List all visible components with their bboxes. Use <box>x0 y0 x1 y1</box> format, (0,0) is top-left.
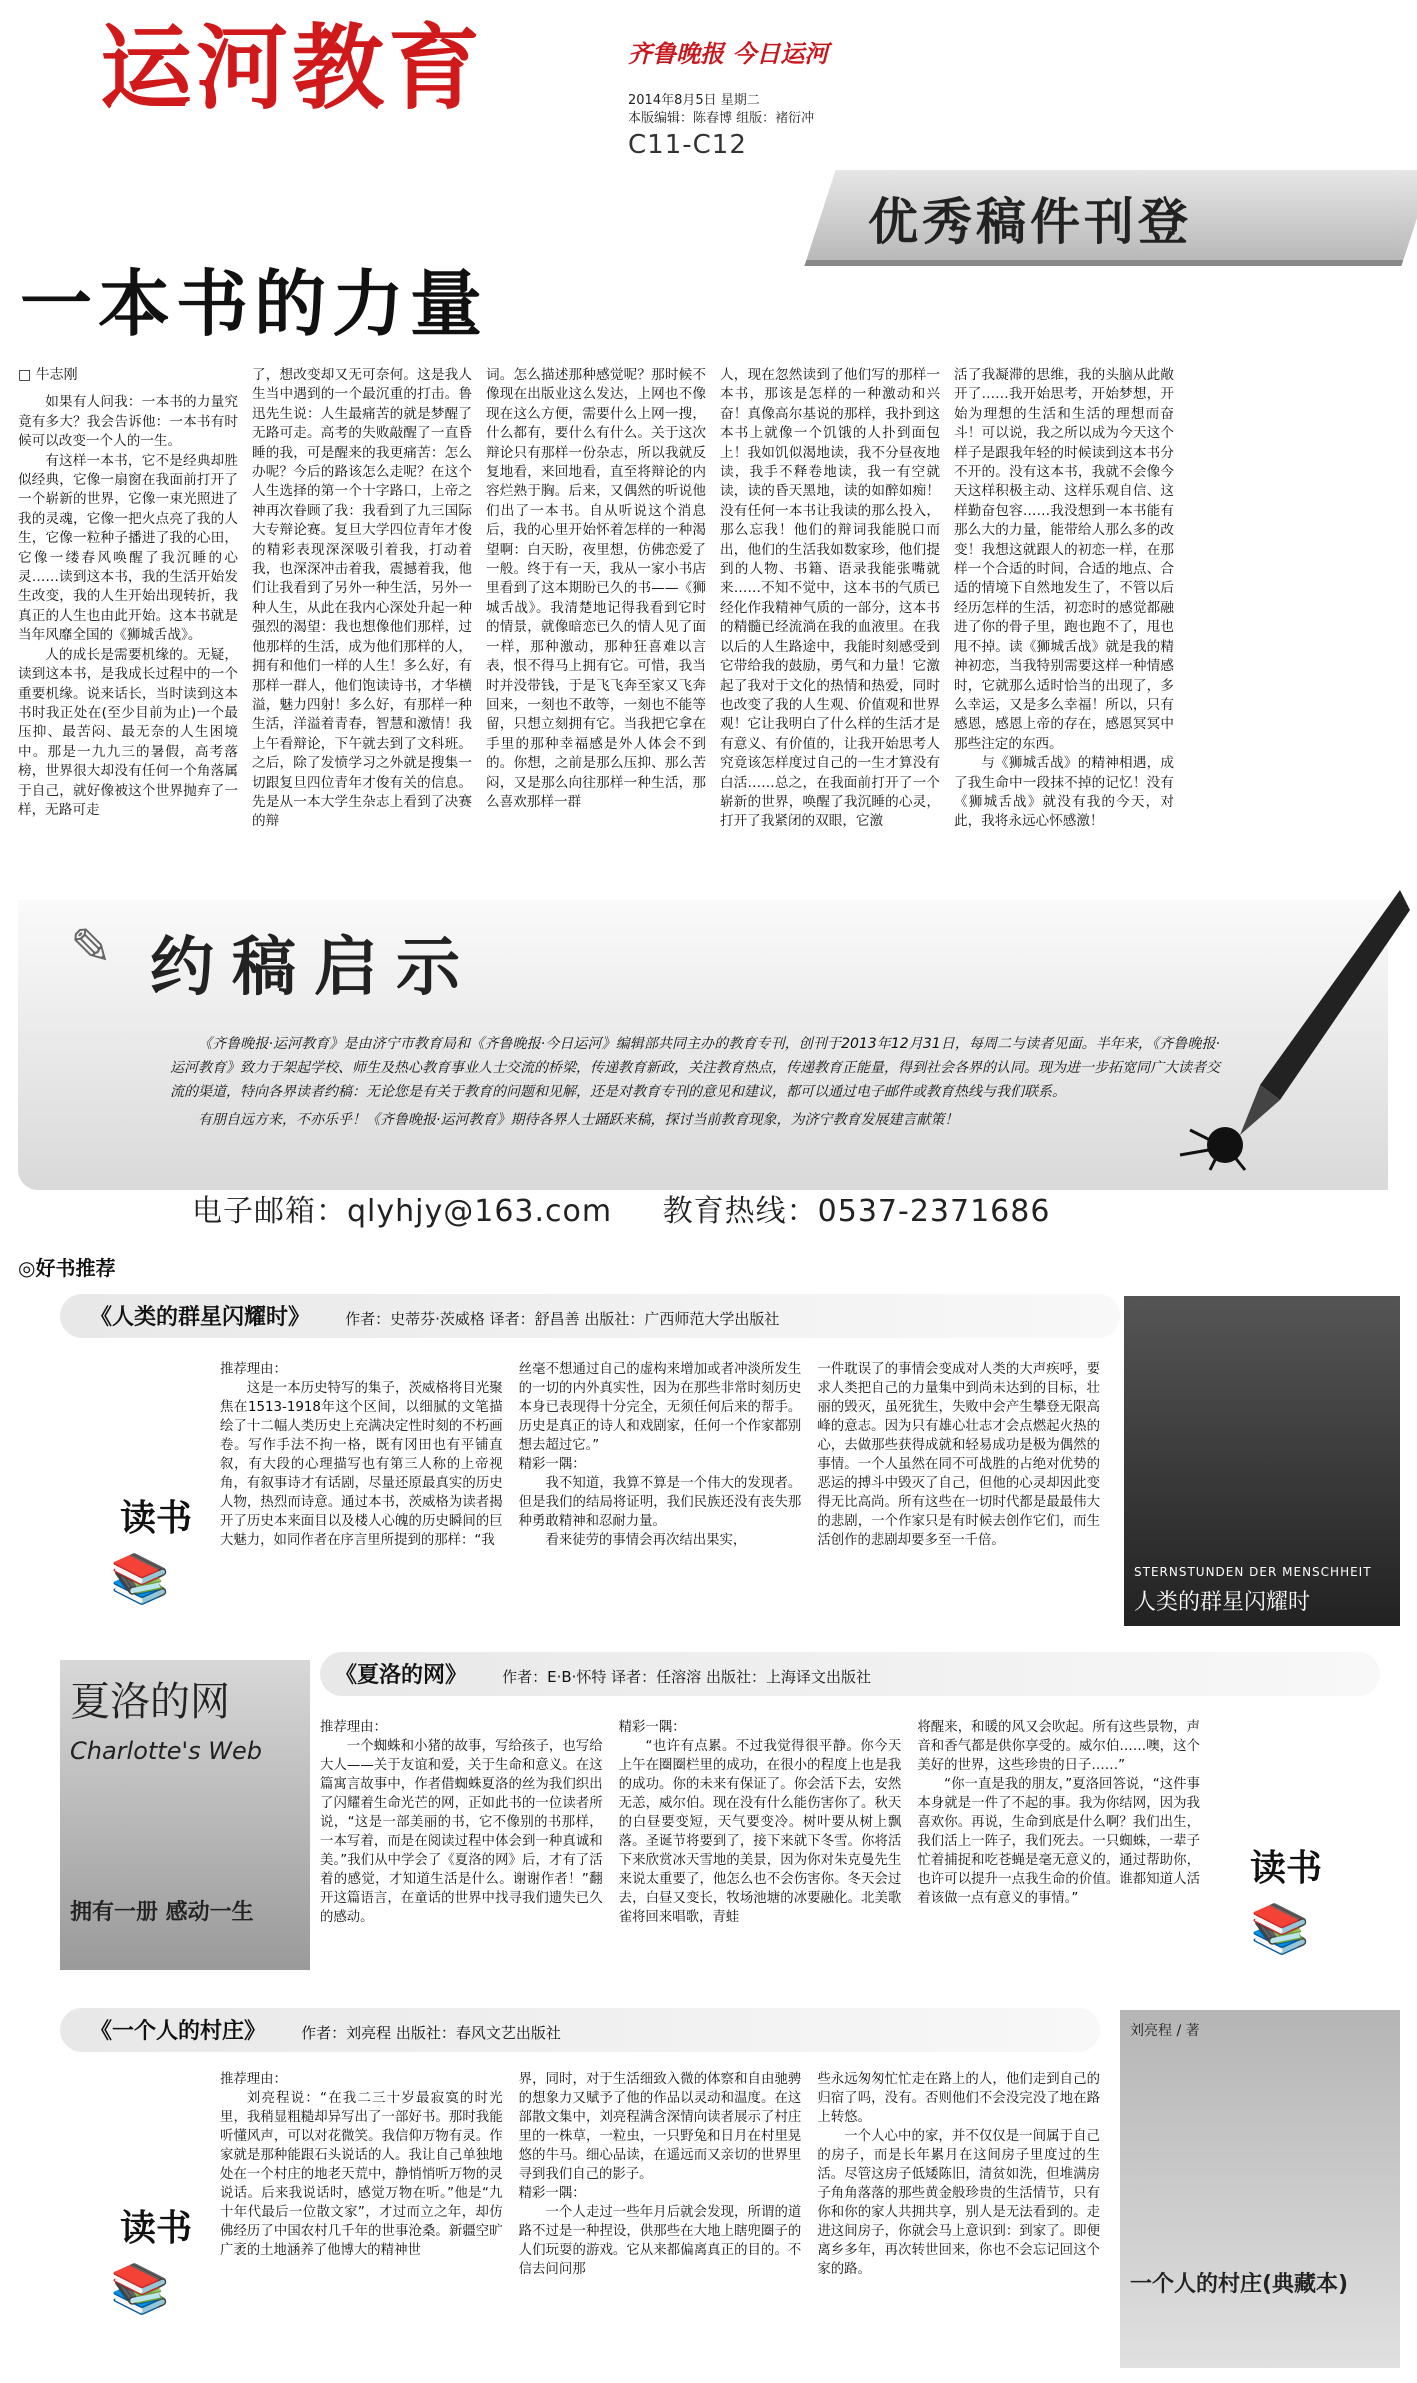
article-paragraph: 如果有人问我：一本书的力量究竟有多大？我会告诉他：一本书有时候可以改变一个人的一生。 <box>18 394 238 450</box>
book-paragraph: 些永远匆匆忙忙走在路上的人，他们走到自己的归宿了吗，没有。否则他们不会没完没了地在路上转悠。 <box>817 2072 1100 2125</box>
book-paragraph: “也许有点累。不过我觉得很平静。你今天上午在圈圈栏里的成功，在很小的程度上也是我的成功。你的未来有保证了。你会活下去，安然无恙，威尔伯。现在没有什么能伤害你了。秋天的白昼要变短，天气要变冷。树叶要从树上飘落。圣诞节将要到了，接下来就下冬雪。你将活下来欣赏冰天雪地的美景，因为你对朱克曼先生来说太重要了，他怎么也不会伤害你。冬天会过去，白昼又变长，牧场池塘的冰要融化。北美歌雀将回来唱歌，青蛙 <box>618 1739 902 1925</box>
article-column-1 <box>18 366 238 886</box>
article-column-4 <box>720 366 940 886</box>
book-paragraph: 看来徒劳的事情会再次结出果实， <box>545 1533 747 1548</box>
page-range: C11-C12 <box>628 130 747 160</box>
book-header-3 <box>90 2014 561 2045</box>
book-paragraph: 一件耽误了的事情会变成对人类的大声疾呼，要求人类把自己的力量集中到尚未达到的目标，壮丽的毁灭，虽死犹生，失败中会产生攀登无限高峰的意志。因为只有雄心壮志才会点燃起火热的心，去做那些获得成就和轻易成功是极为偶然的事情。一个人虽然在同不可战胜的占绝对优势的恶运的搏斗中毁灭了自己，但他的心灵却因此变得无比高尚。所有这些在一切时代都是最最伟大的悲剧，一个作家只是有时候去创作它们，而生活创作的悲剧却要多至一千倍。 <box>817 1362 1100 1548</box>
callout-paragraph: 有朋自远方来，不亦乐乎！《齐鲁晚报·运河教育》期待各界人士踊跃来稿，探讨当前教育现象，为济宁教育发展建言献策！ <box>198 1112 959 1128</box>
read-badge-3: 读书 <box>120 2207 193 2249</box>
quill-icon: ✎ <box>70 918 112 976</box>
book-column <box>817 1360 1100 1550</box>
read-badge-2: 读书 <box>1250 1847 1323 1889</box>
recommend-label: 推荐理由： <box>220 1362 287 1377</box>
book-column <box>519 2070 802 2279</box>
excerpt-label: 精彩一隅： <box>618 1720 686 1735</box>
cover-text: 一个人的村庄(典藏本) <box>1130 2272 1349 2297</box>
article-paragraph: 了，想改变却又无可奈何。这是我人生当中遇到的一个最沉重的打击。鲁迅先生说：人生最痛苦的就是梦醒了无路可走。高考的失败敲醒了一直昏睡的我，可是醒来的我更痛苦：怎么办呢？今后的路该怎么走呢？在这个人生选择的第一个十字路口，上帝之神再次眷顾了我：我看到了九三国际大专辩论赛。复旦大学四位青年才俊的精彩表现深深吸引着我，打动着我，也深深冲击着我，震撼着我，他们让我看到了另外一种生活，另外一种人生，从此在我内心深处升起一种强烈的渴望：我也想像他们那样，过他那样的生活，成为他们那样的人，拥有和他们一样的人生！多么好，有那样一群人，他们饱读诗书，才华横溢，魅力四射！多么好，有那样一种生活，洋溢着青春，智慧和激情！我上午看辩论，下午就去到了文科班。之后，除了发愤学习之外就是搜集一切跟复旦四位青年才俊有关的信息。先是从一本大学生杂志上看到了决赛的辩 <box>252 367 472 830</box>
issue-meta <box>628 92 814 128</box>
article-column-5 <box>954 366 1174 886</box>
book-title-1: 《人类的群星闪耀时》 <box>90 1305 311 1330</box>
cover-text: 刘亮程 / 著 <box>1130 2023 1200 2039</box>
article-column-2 <box>252 366 472 886</box>
book-body-1 <box>220 1360 1100 1550</box>
banner-title: 优秀稿件刊登 <box>868 193 1192 251</box>
book-paragraph: 一个人心中的家，并不仅仅是一间属于自己的房子，而是长年累月在这间房子里度过的生活。尽管这房子低矮陈旧，清贫如洗，但堆满房子角角落落的那些黄金般珍贵的生活情节，只有你和你的家人共拥共享，别人是无法看到的。走进这间房子，你就会马上意识到：到家了。即便离乡多年，再次转世回来，你也不会忘记回这个家的路。 <box>817 2129 1100 2277</box>
excerpt-label: 精彩一隅： <box>518 1457 586 1472</box>
article-column-3 <box>486 366 706 886</box>
book-column <box>619 1718 902 1927</box>
book-paragraph: 界，同时，对于生活细致入微的体察和自由驰骋的想象力又赋予了他的作品以灵动和温度。在这部散文集中，刘亮程满含深情向读者展示了村庄里的一株草，一粒虫，一只野兔和日月在村里晃悠的牛马。细心品读，在遥远而又亲切的世界里寻到我们自己的影子。 <box>518 2072 802 2182</box>
book-paragraph: 一个人走过一些年月后就会发现，所谓的道路不过是一种捏设，供那些在大地上瞎兜圈子的人们玩耍的游戏。它从来都偏离真正的目的。不信去问问那 <box>518 2205 802 2277</box>
book-cover-1 <box>1124 1296 1400 1626</box>
book-title-2: 《夏洛的网》 <box>335 1663 468 1688</box>
contact-info <box>192 1186 1050 1230</box>
book-cover-3 <box>1120 2010 1400 2368</box>
book-title-3: 《一个人的村庄》 <box>90 2019 267 2044</box>
callout-body <box>170 1032 1220 1132</box>
article-paragraph: 词。怎么描述那种感觉呢？那时候不像现在出版业这么发达，上网也不像现在这么方便，需要什么上网一搜，什么都有，要什么有什么。关于这次辩论只有那样一份杂志，所以我就反复地看，来回地看，直至将辩论的内容烂熟于胸。后来，又偶然的听说他们出了一本书。自从听说这个消息后，我的心里开始怀着怎样的一种渴望啊：白天盼，夜里想，仿佛恋爱了一般。终于有一天，我从一家小书店里看到了这本期盼已久的书——《狮城舌战》。我清楚地记得我看到它时的情景，就像暗恋已久的情人见了面一样，那种激动，那种狂喜难以言表，恨不得马上拥有它。可惜，我当时并没带钱，于是飞飞奔至家又飞奔回来，一刻也不敢等，一刻也不能等留，只想立刻拥有它。当我把它拿在手里的那种幸福感是外人体会不到的。你想，之前是那么压抑、那么苦闷，又是那么向往那样一种生活，那么喜欢那样一群 <box>486 367 706 810</box>
pen-illustration <box>1170 890 1410 1180</box>
book-column <box>220 2070 503 2279</box>
cover-text: 人类的群星闪耀时 <box>1134 1590 1311 1615</box>
book-stack-icon-3: 📚 <box>110 2261 170 2317</box>
book-column <box>519 1360 802 1550</box>
book-paragraph: “你一直是我的朋友，”夏洛回答说，“这件事本身就是一件了不起的事。我为你结网，因为我喜欢你。再说，生命到底是什么啊？我们出生，我们活上一阵子，我们死去。一只蜘蛛，一辈子忙着捕捉和吃苍蝇是毫无意义的，通过帮助你，也许可以提升一点我生命的价值。谁都知道人活着该做一点有意义的事情。” <box>917 1777 1200 1906</box>
cover-text: 夏洛的网 <box>70 1679 230 1725</box>
book-header-2 <box>335 1658 871 1689</box>
email-label[interactable]: 电子邮箱：qlyhjy@163.com <box>192 1194 613 1229</box>
issue-editor: 本版编辑：陈春博 组版：褚衍冲 <box>628 111 815 126</box>
book-body-3 <box>220 2070 1100 2279</box>
callout-paragraph: 《齐鲁晚报·运河教育》是由济宁市教育局和《齐鲁晚报·今日运河》编辑部共同主办的教育专刊，创刊于2013年12月31日，每周二与读者见面。半年来，《齐鲁晚报·运河教育》致力于架起学校、师生及热心教育事业人士交流的桥梁，传递教育新政，关注教育热点，传递教育正能量，得到社会各界的认同。现为进一步拓宽同广大读者交流的渠道，特向各界读者约稿：无论您是有关于教育的问题和见解，还是对教育专刊的意见和建议，都可以通过电子邮件或教育热线与我们联系。 <box>170 1036 1220 1100</box>
book-paragraph: 我不知道，我算不算是一个伟大的发现者。但是我们的结局将证明，我们民族还没有丧失那种勇敢精神和忍耐力量。 <box>518 1476 802 1529</box>
read-badge-1: 读书 <box>120 1497 193 1539</box>
article-paragraph: 有这样一本书，它不是经典却胜似经典，它像一扇窗在我面前打开了一个崭新的世界，它像一束光照进了我的灵魂，它像一把火点亮了我的人生，它像一粒种子播进了我的心田，它像一缕春风唤醒了我沉睡的心灵……读到这本书，我的生活开始发生改变，我的人生开始出现转折，我真正的人生也由此开始。这本书就是当年风靡全国的《狮城舌战》。 <box>18 452 238 644</box>
brand-logo: 齐鲁晚报 今日运河 <box>628 39 829 68</box>
article-body <box>18 366 1408 886</box>
callout-title: 约稿启示 <box>150 930 478 1005</box>
hotline-label[interactable]: 教育热线：0537-2371686 <box>662 1194 1051 1229</box>
book-column <box>320 1718 603 1927</box>
book-meta-2: 作者：E·B·怀特 译者：任溶溶 出版社：上海译文出版社 <box>502 1668 871 1686</box>
article-paragraph: 活了我凝滞的思维，我的头脑从此敞开了……我开始思考，开始梦想，开始为理想的生活和生活的理想而奋斗！可以说，我之所以成为今天这个样子是跟我年轻的时候读到这本书分不开的。没有这本书，我就不会像今天这样积极主动、这样乐观自信、这样勤奋包容……我没想到一本书能有那么大的力量，能带给人那么多的改变！我想这就跟人的初恋一样，在那样一个合适的时间，合适的地点、合适的情境下自然地发生了，不管以后经历怎样的生活，初恋时的感觉都融进了你的骨子里，跑也跑不了，甩也甩不掉。读《狮城舌战》就是我的精神初恋，当我特别需要这样一种情感时，它就那么适时恰当的出现了，多么幸运，又是多么幸福！所以，只有感恩，感恩上帝的存在，感恩冥冥中那些注定的东西。 <box>954 367 1174 752</box>
book-paragraph: 丝毫不想通过自己的虚构来增加或者冲淡所发生的一切的内外真实性，因为在那些非常时刻历史本身已表现得十分完全，无须任何后来的帮手。历史是真正的诗人和戏剧家，任何一个作家都别想去超过它。” <box>518 1362 802 1453</box>
book-paragraph: 将醒来，和暖的风又会吹起。所有这些景物，声音和香气都是供你享受的。威尔伯……噢，这个美好的世界，这些珍贵的日子……” <box>917 1720 1200 1773</box>
book-paragraph: 这是一本历史特写的集子，茨威格将目光聚焦在1513-1918年这个区间，以细腻的文笔描绘了十二幅人类历史上充满决定性时刻的不朽画卷。写作手法不拘一格，既有冈田也有平铺直叙，有大段的心理描写也有第三人称的上帝视角，有叙事诗才有话剧，尽量还原最真实的历史人物，热烈而诗意。通过本书，茨威格为读者揭开了历史本来面目以及楼人心魄的历史瞬间的巨大魅力，如同作者在序言里所提到的那样：“我 <box>220 1381 503 1548</box>
book-header-1 <box>90 1300 779 1331</box>
cover-text: STERNSTUNDEN DER MENSCHHEIT <box>1134 1565 1372 1579</box>
recommend-label: 推荐理由： <box>320 1720 387 1735</box>
masthead-title: 运河教育 <box>100 14 485 122</box>
book-body-2 <box>320 1718 1200 1927</box>
excerpt-label: 精彩一隅： <box>518 2186 586 2201</box>
article-paragraph: 人的成长是需要机缘的。无疑，读到这本书，是我成长过程中的一个重要机缘。说来话长，当时读到这本书时我正处在(至少目前为止)一个最压抑、最苦闷、最无奈的人生困境中。那是一九九三的暑假，高考落榜，世界很大却没有任何一个角落属于自己，就好像被这个世界抛弃了一样，无路可走 <box>18 646 238 818</box>
book-paragraph: 刘亮程说：“在我二三十岁最寂寞的时光里，我稍显粗糙却异写出了一部好书。那时我能听懂风声，可以对花微笑。我信仰万物有灵。作家就是那种能跟石头说话的人。我让自己单独地处在一个村庄的地老天荒中，静悄悄听万物的灵说话。后来我说话时，感觉万物在听。”他是“九十年代最后一位散文家”，才过而立之年，却仿佛经历了中国农村几千年的世事沧桑。新疆空旷广袤的土地涵养了他博大的精神世 <box>220 2091 503 2258</box>
cover-text: Charlotte's Web <box>70 1737 262 1765</box>
book-paragraph: 一个蜘蛛和小猪的故事，写给孩子，也写给大人——关于友谊和爱，关于生命和意义。在这篇寓言故事中，作者借蜘蛛夏洛的丝为我们织出了闪耀着生命光芒的网，正如此书的一位读者所说，“这是一部美丽的书，它不像别的书那样，一本写着，而是在阅读过程中体会到一种真诚和美。”我们从中学会了《夏洛的网》后，才有了活着的感觉，才知道生活是什么。谢谢作者！”翻开这篇语言，在童话的世界中找寻我们遗失已久的感动。 <box>320 1739 603 1925</box>
issue-date: 2014年8月5日 星期二 <box>628 93 760 108</box>
book-stack-icon-1: 📚 <box>110 1551 170 1607</box>
article-paragraph: 与《狮城舌战》的精神相遇，成了我生命中一段抹不掉的记忆！没有《狮城舌战》就没有我的今天，对此，我将永远心怀感激！ <box>954 755 1174 830</box>
article-paragraph: 人，现在忽然读到了他们写的那样一本书，那该是怎样的一种激动和兴奋！真像高尔基说的那样，我扑到这本书上就像一个饥饿的人扑到面包上！我如饥似渴地读，我不分昼夜地读，我手不释卷地读，我一有空就读，读的昏天黑地，读的如醉如痴！没有任何一本书让我读的那么投入，那么忘我！他们的辩词我能脱口而出，他们的生活我如数家珍，他们提到的人物、书籍、语录我能张嘴就来……不知不觉中，这本书的气质已经化作我精神气质的一部分，这本书的精髓已经流淌在我的血液里。在我以后的人生路途中，我能时刻感受到它带给我的鼓励，勇气和力量！它激起了我对于文化的热情和热爱，同时也改变了我的人生观、价值观和世界观！它让我明白了什么样的生活才是有意义、有价值的，让我开始思考人究竟该怎样度过自己的一生才算没有白活……总之，在我面前打开了一个崭新的世界，唤醒了我沉睡的心灵，打开了我紧闭的双眼，它激 <box>720 367 940 830</box>
book-column <box>917 1718 1200 1927</box>
book-column <box>220 1360 503 1550</box>
article-headline: 一本书的力量 <box>20 262 489 346</box>
book-stack-icon-2: 📚 <box>1250 1901 1310 1957</box>
article-column-6 <box>1188 366 1408 886</box>
book-meta-3: 作者：刘亮程 出版社：春风文艺出版社 <box>301 2024 561 2042</box>
article-author: □ 牛志刚 <box>18 367 78 383</box>
books-section-label: ◎好书推荐 <box>18 1256 116 1280</box>
book-column <box>817 2070 1100 2279</box>
book-meta-1: 作者：史蒂芬·茨威格 译者：舒昌善 出版社：广西师范大学出版社 <box>345 1310 780 1328</box>
recommend-label: 推荐理由： <box>220 2072 287 2087</box>
book-cover-2 <box>60 1660 310 1970</box>
cover-text: 拥有一册 感动一生 <box>70 1900 254 1925</box>
